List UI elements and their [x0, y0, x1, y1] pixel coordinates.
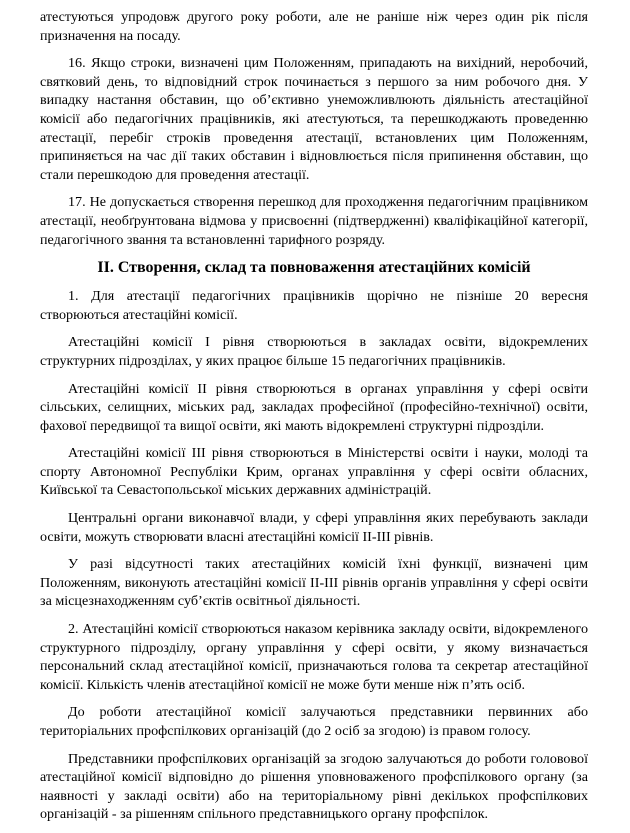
paragraph-level-2: Атестаційні комісії ІІ рівня створюються в органах управління у сфері освіти сільських, селищних, міських рад, закладах професійної (професійно-технічної) освіти, фахової передвищої та вищої освіти, які мають відокремлені структурні підрозділи. [40, 380, 588, 434]
paragraph-union-reps: До роботи атестаційної комісії залучаються представники первинних або територіальних профспілкових організацій (до 2 осіб за згодою) із правом голосу. [40, 704, 588, 739]
paragraph-section-2: 2. Атестаційні комісії створюються наказом керівника закладу освіти, відокремленого структурного підрозділу, органу управління у сфері освіти, у якому визначається персональний склад атестаційної комісії, призначаються голова та секретар атестаційної комісії. Кількість членів атестаційної комісії не може бути менше ніж п’ять осіб. [40, 621, 588, 693]
paragraph-absence: У разі відсутності таких атестаційних комісій їхні функції, визначені цим Положенням, виконують атестаційні комісії ІІ-ІІІ рівнів органів управління у сфері освіти за місцезнаходженням суб’єктів освітньої діяльності. [40, 556, 588, 610]
paragraph-17: 17. Не допускається створення перешкод для проходження педагогічним працівником атестації, необґрунтована відмова у присвоєнні (підтвердженні) кваліфікаційної категорії, педагогічного звання та встановленні тарифного розряду. [40, 194, 588, 248]
paragraph-continuation: атестуються упродовж другого року роботи, але не раніше ніж через один рік після призначення на посаду. [40, 9, 588, 44]
section-title: ІІ. Створення, склад та повноваження атестаційних комісій [97, 259, 531, 277]
paragraph-central-authorities: Центральні органи виконавчої влади, у сфері управління яких перебувають заклади освіти, можуть створювати власні атестаційні комісії ІІ-ІІІ рівнів. [40, 510, 588, 545]
paragraph-section-1: 1. Для атестації педагогічних працівників щорічно не пізніше 20 вересня створюються атестаційні комісії. [40, 288, 588, 323]
paragraph-union-orgs: Представники профспілкових організацій за згодою залучаються до роботи головової атестаційної комісії відповідно до рішення уповноваженого профспілкового органу (за наявності у закладі освіти) або на територіальному рівні декількох профспілкових організацій - за рішенням спільного представницького органу профспілок. [40, 750, 588, 823]
paragraph-16: 16. Якщо строки, визначені цим Положенням, припадають на вихідний, неробочий, святковий день, то відповідний строк починається з першого за ним робочого дня. У випадку настання обставин, що об’єктивно унеможливлюють діяльність атестаційної комісії або педагогічних працівників, які атестуються, та перешкоджають проведенню атестації, перебіг строків проведення атестації, встановлених цим Положенням, припиняється на час дії таких обставин і відновлюється після припинення обставин, що стали перешкодою для проведення атестації. [40, 55, 588, 183]
paragraph-level-1: Атестаційні комісії І рівня створюються в закладах освіти, відокремлених структурних підрозділах, у яких працює більше 15 педагогічних працівників. [40, 334, 588, 369]
document-page [40, 8, 588, 833]
paragraph-level-3: Атестаційні комісії ІІІ рівня створюються в Міністерстві освіти і науки, молоді та спорту Автономної Республіки Крим, органах управління у сфері освіти обласних, Київської та Севастопольської міських державних адміністрацій. [40, 445, 588, 499]
